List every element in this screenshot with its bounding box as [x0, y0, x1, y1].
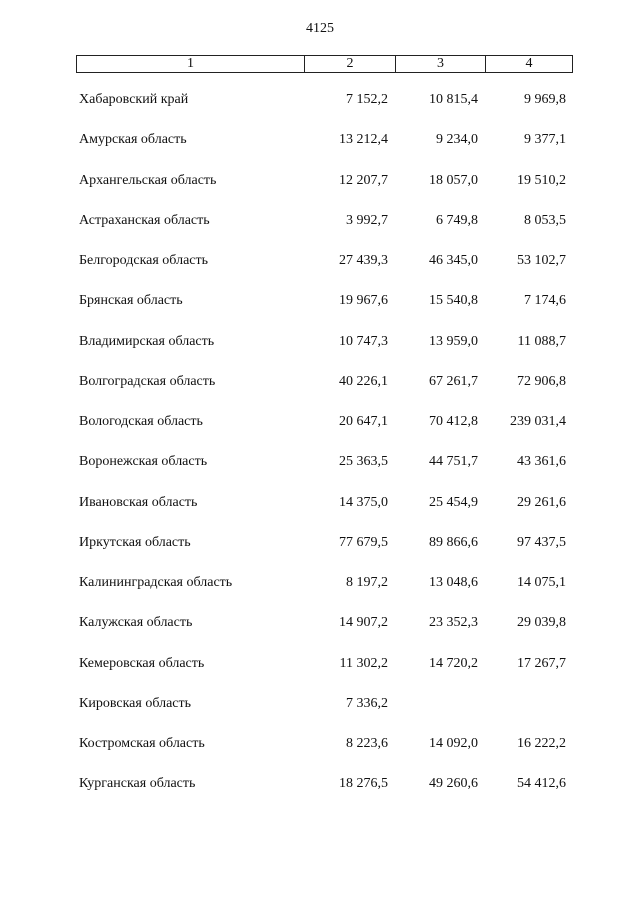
- value-col3-cell: 18 057,0: [429, 172, 478, 188]
- table-row: [0, 291, 640, 331]
- table-row: [0, 452, 640, 492]
- value-col3-cell: 6 749,8: [436, 212, 478, 228]
- value-col2-cell: 11 302,2: [339, 655, 388, 671]
- value-col2-cell: 19 967,6: [339, 293, 388, 309]
- value-col2-cell: 3 992,7: [346, 212, 388, 228]
- table-body: [0, 90, 640, 815]
- value-col4-cell: 11 088,7: [517, 333, 566, 349]
- region-name-cell: Калининградская область: [79, 575, 233, 590]
- value-col2-cell: 13 212,4: [339, 132, 388, 148]
- value-col3-cell: 23 352,3: [429, 615, 478, 631]
- value-col3-cell: 10 815,4: [429, 92, 478, 107]
- value-col2-cell: 7 152,2: [346, 92, 388, 107]
- region-name-cell: Иркутская область: [79, 534, 191, 550]
- header-cell-2: 2: [305, 56, 396, 72]
- region-name-cell: Владимирская область: [79, 333, 215, 349]
- table-row: [0, 412, 640, 452]
- value-col2-cell: 7 336,2: [346, 695, 388, 711]
- value-col4-cell: 29 261,6: [517, 494, 566, 510]
- table-row: [0, 654, 640, 694]
- value-col3-cell: 49 260,6: [429, 776, 478, 792]
- region-name-cell: Костромская область: [79, 736, 205, 751]
- value-col3-cell: 9 234,0: [436, 132, 478, 148]
- table-row: [0, 130, 640, 170]
- value-col2-cell: 20 647,1: [339, 414, 388, 429]
- value-col3-cell: 70 412,8: [429, 414, 478, 429]
- value-col2-cell: 8 197,2: [346, 575, 388, 590]
- value-col2-cell: 25 363,5: [339, 454, 388, 470]
- value-col4-cell: 7 174,6: [524, 293, 566, 309]
- table-row: [0, 694, 640, 734]
- value-col3-cell: 13 048,6: [429, 575, 478, 590]
- region-name-cell: Амурская область: [79, 132, 187, 148]
- value-col4-cell: 54 412,6: [517, 776, 566, 792]
- region-name-cell: Белгородская область: [79, 253, 209, 268]
- value-col4-cell: 29 039,8: [517, 615, 566, 631]
- table-row: [0, 533, 640, 573]
- table-row: [0, 372, 640, 412]
- table-row: [0, 493, 640, 533]
- table-row: [0, 332, 640, 372]
- value-col4-cell: 8 053,5: [524, 212, 566, 228]
- table-row: [0, 613, 640, 653]
- value-col3-cell: 15 540,8: [429, 293, 478, 309]
- table-row: [0, 774, 640, 814]
- region-name-cell: Вологодская область: [79, 414, 203, 429]
- value-col3-cell: 89 866,6: [429, 534, 478, 550]
- value-col3-cell: 44 751,7: [429, 454, 478, 470]
- value-col4-cell: 19 510,2: [517, 172, 566, 188]
- value-col3-cell: 25 454,9: [429, 494, 478, 510]
- value-col3-cell: 14 720,2: [429, 655, 478, 671]
- region-name-cell: Волгоградская область: [79, 373, 216, 389]
- value-col2-cell: 40 226,1: [339, 373, 388, 389]
- region-name-cell: Калужская область: [79, 615, 193, 631]
- value-col4-cell: 16 222,2: [517, 736, 566, 751]
- table-row: [0, 251, 640, 291]
- table-row: [0, 734, 640, 774]
- page-number: 4125: [306, 21, 334, 36]
- value-col3-cell: 13 959,0: [429, 333, 478, 349]
- value-col4-cell: 43 361,6: [517, 454, 566, 470]
- value-col4-cell: 97 437,5: [517, 534, 566, 550]
- value-col4-cell: 17 267,7: [517, 655, 566, 671]
- value-col3-cell: 46 345,0: [429, 253, 478, 268]
- value-col4-cell: 9 969,8: [524, 92, 566, 107]
- value-col4-cell: 53 102,7: [517, 253, 566, 268]
- region-name-cell: Архангельская область: [79, 172, 217, 188]
- value-col2-cell: 77 679,5: [339, 534, 388, 550]
- value-col3-cell: 14 092,0: [429, 736, 478, 751]
- header-cell-4: 4: [525, 56, 533, 71]
- region-name-cell: Астраханская область: [79, 212, 210, 228]
- region-name-cell: Брянская область: [79, 293, 183, 309]
- value-col4-cell: 9 377,1: [524, 132, 566, 148]
- header-cell-3: 3: [396, 56, 486, 72]
- value-col2-cell: 18 276,5: [339, 776, 388, 792]
- table-header: [76, 55, 573, 73]
- header-cell-1: 1: [77, 56, 305, 72]
- value-col2-cell: 14 375,0: [339, 494, 388, 510]
- value-col4-cell: 239 031,4: [510, 414, 566, 429]
- value-col2-cell: 8 223,6: [346, 736, 388, 751]
- region-name-cell: Хабаровский край: [79, 92, 189, 107]
- value-col4-cell: 72 906,8: [517, 373, 566, 389]
- region-name-cell: Кемеровская область: [79, 655, 205, 671]
- region-name-cell: Ивановская область: [79, 494, 198, 510]
- table-row: [0, 211, 640, 251]
- region-name-cell: Кировская область: [79, 695, 192, 711]
- value-col4-cell: 14 075,1: [517, 575, 566, 590]
- value-col2-cell: 12 207,7: [339, 172, 388, 188]
- value-col2-cell: 27 439,3: [339, 253, 388, 268]
- table-row: [0, 171, 640, 211]
- value-col2-cell: 10 747,3: [339, 333, 388, 349]
- table-row: [0, 573, 640, 613]
- value-col3-cell: 67 261,7: [429, 373, 478, 389]
- table-row: [0, 90, 640, 130]
- region-name-cell: Воронежская область: [79, 454, 208, 470]
- value-col2-cell: 14 907,2: [339, 615, 388, 631]
- region-name-cell: Курганская область: [79, 776, 196, 792]
